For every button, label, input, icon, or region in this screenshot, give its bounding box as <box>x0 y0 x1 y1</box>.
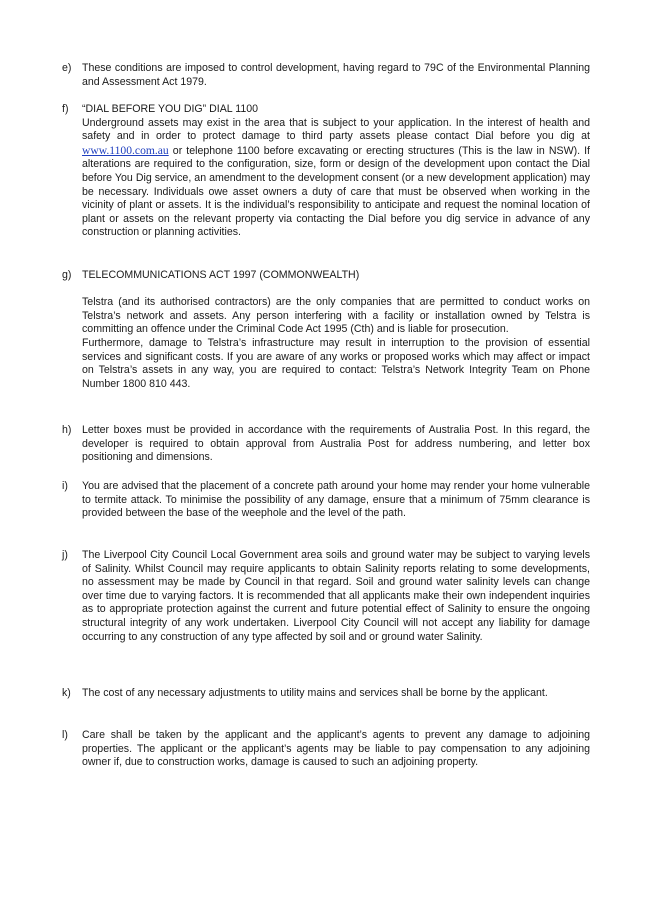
condition-g <box>62 269 590 391</box>
condition-h <box>62 424 590 465</box>
item-marker: l) <box>62 729 68 741</box>
condition-i <box>62 480 590 521</box>
item-marker: g) <box>62 269 72 281</box>
text-before-link: Underground assets may exist in the area that is subject to your application. In the interest of health and safety and in order to protect damage to third party assets please contact Dial before you dig at <box>82 116 590 143</box>
telstra-paragraph-1: Telstra (and its authorised contractors) are the only companies that are permitted to conduct works on Telstra’s network and assets. Any person interfering with a facility or installation owned by Telstra is committing an offence under the Criminal Code Act 1995 (Cth) and is liable for prosecution. <box>82 296 590 336</box>
section-heading: TELECOMMUNICATIONS ACT 1997 (COMMONWEALTH) <box>82 269 360 281</box>
item-marker: i) <box>62 480 68 492</box>
condition-text: These conditions are imposed to control development, having regard to 79C of the Environmental Planning and Assessment Act 1979. <box>82 62 590 88</box>
condition-text: The cost of any necessary adjustments to utility mains and services shall be borne by the applicant. <box>82 687 548 699</box>
condition-k <box>62 687 590 701</box>
condition-f <box>62 103 590 240</box>
item-marker: j) <box>62 549 68 561</box>
condition-l <box>62 729 590 770</box>
condition-text: The Liverpool City Council Local Government area soils and ground water may be subject to varying levels of Salinity. Whilst Council may require applicants to obtain Salinity reports relating to some developments, no assessment may be made by Council in that regard. Soil and ground water salinity levels can change over time due to varying factors. It is recommended that all applicants make their own independent inquiries as to appropriate protection against the current and future potential effect of Salinity to ensure the ongoing structural integrity of any work undertaken. Liverpool City Council will not accept any liability for damage occurring to any construction of any type affected by soil and or ground water Salinity. <box>82 549 590 643</box>
condition-e <box>62 62 590 89</box>
dial-before-you-dig-link[interactable]: www.1100.com.au <box>82 143 169 157</box>
item-marker: e) <box>62 62 72 74</box>
item-marker: h) <box>62 424 72 436</box>
condition-text: Letter boxes must be provided in accordance with the requirements of Australia Post. In this regard, the developer is required to obtain approval from Australia Post for address numbering, and letter box positioning and dimensions. <box>82 424 590 464</box>
condition-j <box>62 549 590 644</box>
condition-text: Care shall be taken by the applicant and the applicant’s agents to prevent any damage to adjoining properties. The applicant or the applicant’s agents may be liable to pay compensation to any adjoining owner if, due to construction works, damage is caused to such an adjoining property. <box>82 729 590 769</box>
condition-text: You are advised that the placement of a concrete path around your home may render your home vulnerable to termite attack. To minimise the possibility of any damage, ensure that a minimum of 75mm clearance is provided between the base of the weephole and the level of the path. <box>82 480 590 520</box>
item-marker: f) <box>62 103 69 115</box>
item-marker: k) <box>62 687 71 699</box>
condition-text <box>82 117 590 240</box>
telstra-paragraph-2: Furthermore, damage to Telstra’s infrastructure may result in interruption to the provision of essential services and significant costs. If you are aware of any works or proposed works which may affect or impact on Telstra’s assets in any way, you are required to contact: Telstra’s Network Integrity Team on Phone Number 1800 810 443. <box>82 336 590 390</box>
text-after-link: or telephone 1100 before excavating or erecting structures (This is the law in NSW). If alterations are required to the configuration, size, form or design of the development upon contact the Dial before You Dig service, an amendment to the development consent (or a new development application) may be necessary. Individuals owe asset owners a duty of care that must be observed when working in the vicinity of plant or assets. It is the individual’s responsibility to anticipate and request the nominal location of plant or assets on the relevant property via contacting the Dial before you dig service in advance of any construction or planning activities. <box>82 144 590 239</box>
section-heading: “DIAL BEFORE YOU DIG” DIAL 1100 <box>82 103 259 115</box>
